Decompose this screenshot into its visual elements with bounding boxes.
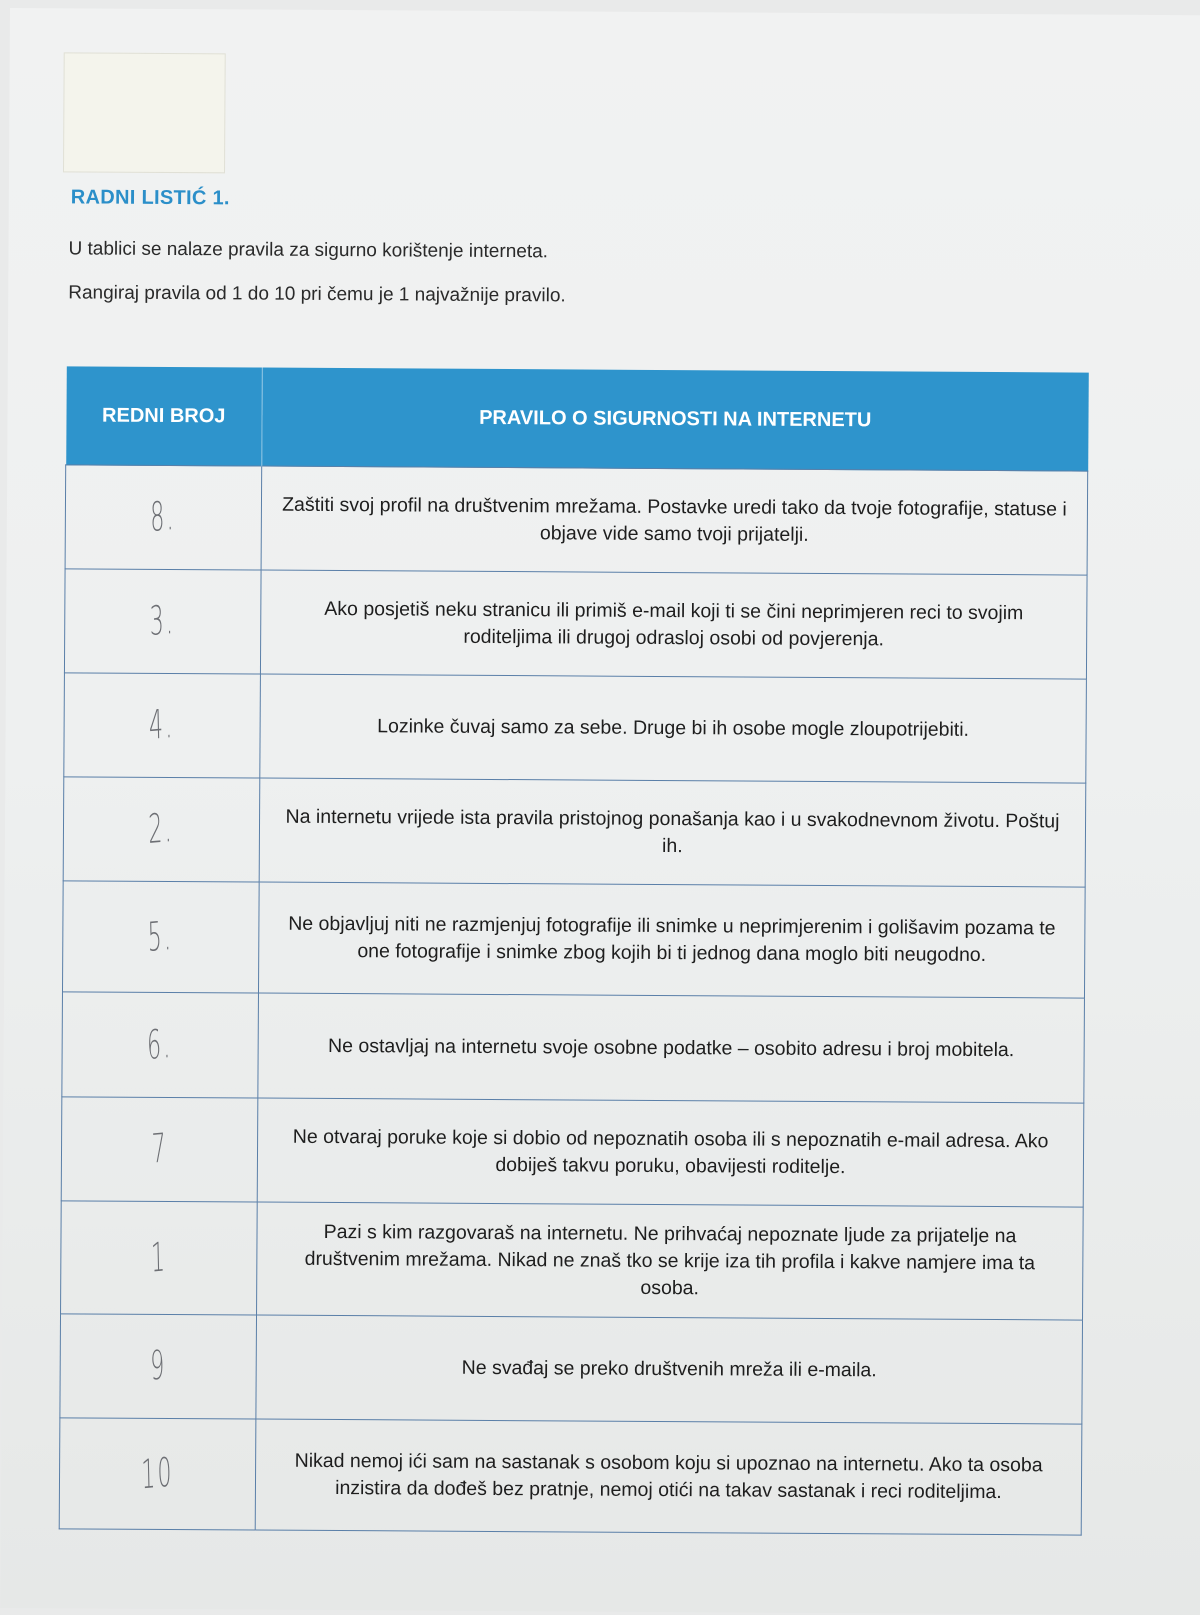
handwritten-rank: 9	[149, 1342, 167, 1390]
rules-table	[59, 366, 1089, 1535]
handwritten-rank: 5.	[147, 912, 175, 961]
rank-cell[interactable]	[65, 465, 262, 570]
rank-cell[interactable]	[62, 881, 259, 993]
rank-cell[interactable]	[59, 1418, 256, 1530]
table-row	[63, 777, 1086, 887]
handwritten-rank: 2.	[148, 804, 175, 854]
table-row	[64, 569, 1087, 679]
table-row	[65, 465, 1088, 575]
worksheet-title: RADNI LISTIĆ 1.	[70, 186, 230, 210]
rule-cell: Ako posjetiš neku stranicu ili primiš e-mail koji ti se čini neprimjeren reci to svojim roditeljima ili drugoj odrasloj osobi od povjerenja.	[260, 570, 1087, 679]
handwritten-rank: 7	[150, 1125, 169, 1173]
table-row	[62, 992, 1085, 1103]
table-row	[64, 673, 1087, 783]
column-header-rule: PRAVILO O SIGURNOSTI NA INTERNETU	[262, 368, 1089, 472]
table-row	[60, 1314, 1083, 1424]
worksheet-page	[0, 8, 1200, 1615]
table-row	[61, 1201, 1084, 1320]
rule-cell: Pazi s kim razgovaraš na internetu. Ne prihvaćaj nepoznate ljude za prijatelje na društvenim mrežama. Nikad ne znaš tko se krije iza tih profila i kakve namjere ima ta osoba.	[257, 1202, 1084, 1320]
instruction-text: U tablici se nalaze pravila za sigurno korištenje interneta.	[68, 238, 549, 263]
rank-cell[interactable]	[63, 777, 260, 882]
rank-cell[interactable]	[61, 1097, 258, 1202]
table-header-row	[66, 366, 1089, 471]
column-header-rank: REDNI BROJ	[66, 366, 263, 466]
rank-cell[interactable]	[64, 569, 261, 674]
rule-cell: Lozinke čuvaj samo za sebe. Druge bi ih osobe mogle zloupotrijebiti.	[260, 674, 1087, 783]
table-row	[62, 881, 1085, 998]
rule-cell: Ne svađaj se preko društvenih mreža ili e-maila.	[256, 1315, 1083, 1424]
handwritten-rank: 4.	[148, 700, 176, 750]
table-row	[61, 1097, 1084, 1207]
rank-cell[interactable]	[60, 1314, 257, 1419]
handwritten-rank: 3.	[149, 596, 176, 646]
rule-cell: Ne otvaraj poruke koje si dobio od nepoznatih osoba ili s nepoznatih e-mail adresa. Ako dobiješ takvu poruku, obavijesti roditelje.	[257, 1098, 1084, 1207]
table-row	[59, 1418, 1082, 1535]
rule-cell: Zaštiti svoj profil na društvenim mrežama. Postavke uredi tako da tvoje fotografije, statuse i objave vide samo tvoji prijatelji.	[261, 466, 1088, 575]
handwritten-rank: 10	[140, 1449, 175, 1498]
handwritten-rank: 1	[150, 1233, 168, 1282]
blank-label-box	[63, 52, 226, 173]
rule-cell: Ne ostavljaj na internetu svoje osobne podatke – osobito adresu i broj mobitela.	[258, 993, 1085, 1103]
handwritten-rank: 6.	[146, 1020, 174, 1069]
rule-cell: Ne objavljuj niti ne razmjenjuj fotografije ili snimke u neprimjerenim i golišavim pozama te one fotografije i snimke zbog kojih bi ti jednog dana moglo biti neugodno.	[258, 882, 1085, 998]
handwritten-rank: 8.	[150, 492, 177, 542]
rank-cell[interactable]	[64, 673, 261, 778]
rule-cell: Nikad nemoj ići sam na sastanak s osobom koju si upoznao na internetu. Ako ta osoba inzistira da dođeš bez pratnje, nemoj otići na takav sastanak i reci roditeljima.	[255, 1419, 1082, 1535]
rank-cell[interactable]	[62, 992, 259, 1098]
rank-cell[interactable]	[61, 1201, 258, 1315]
instruction-text: Rangiraj pravila od 1 do 10 pri čemu je 1 najvažnije pravilo.	[68, 282, 566, 307]
rule-cell: Na internetu vrijede ista pravila pristojnog ponašanja kao i u svakodnevnom životu. Poštuj ih.	[259, 778, 1086, 887]
